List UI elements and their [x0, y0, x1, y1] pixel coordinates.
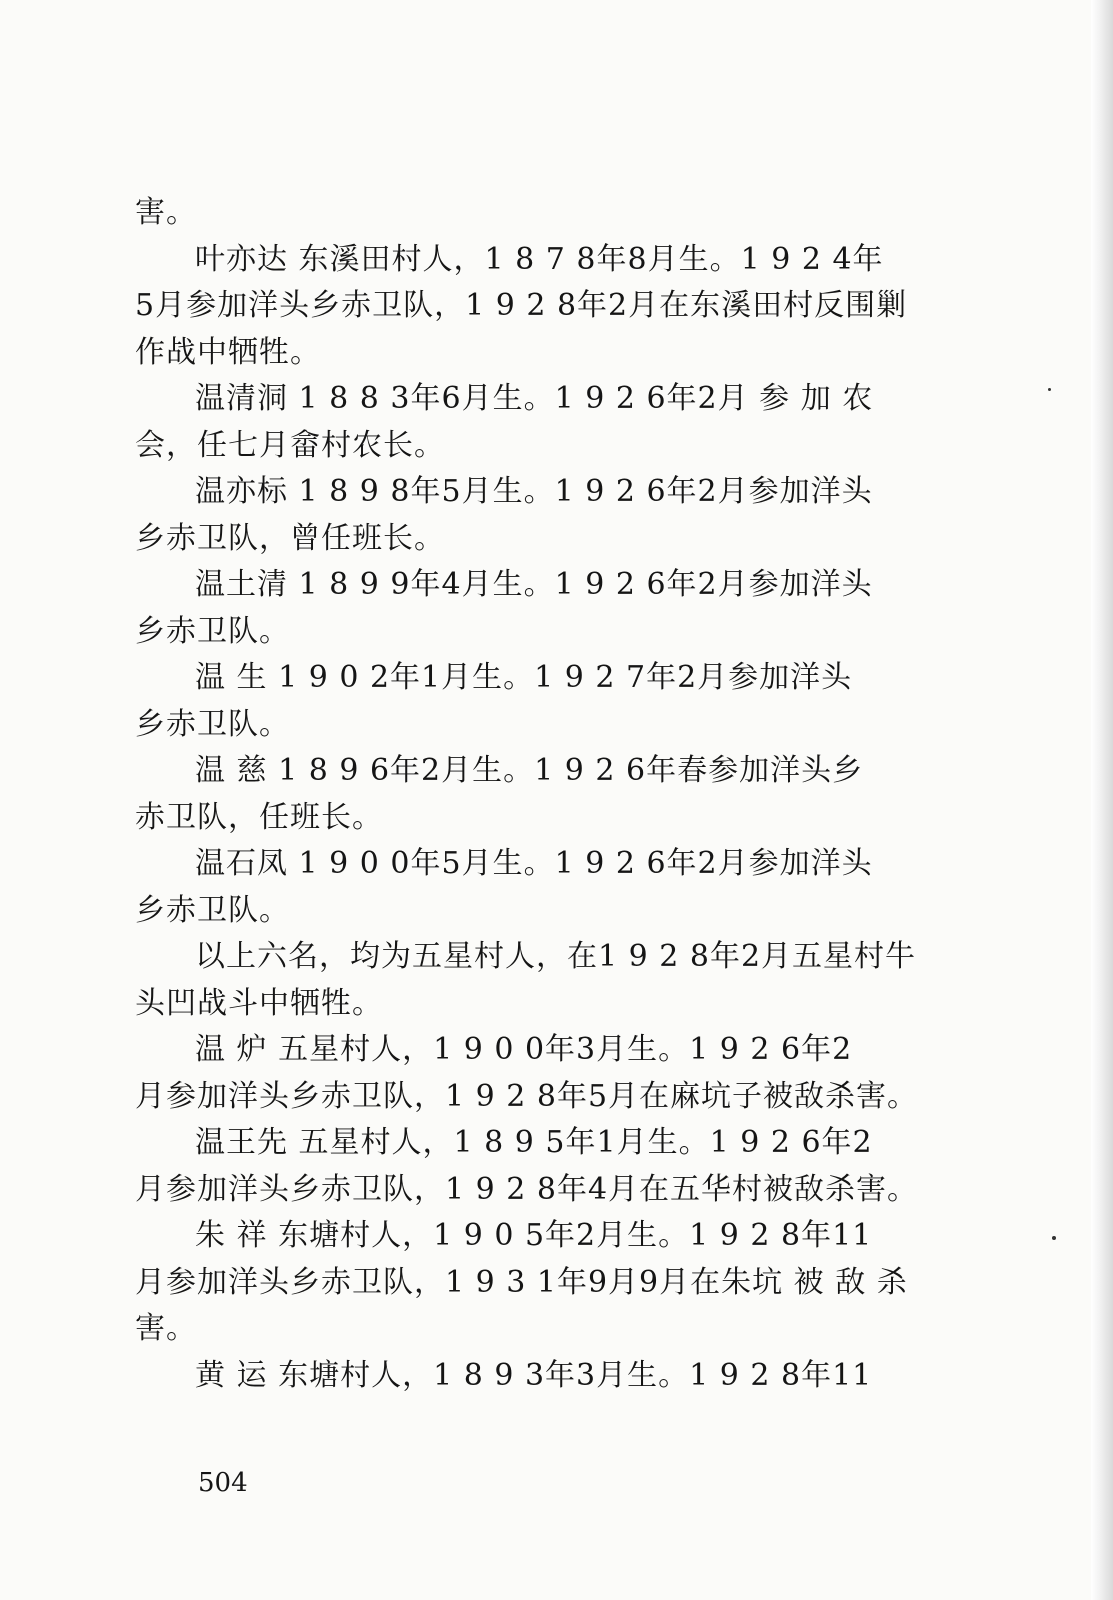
text-line: 乡赤卫队。	[135, 706, 290, 742]
text-line: 作战中牺牲。	[135, 334, 321, 370]
text-line: 温亦标 1 8 9 8年5月生。1 9 2 6年2月参加洋头	[195, 474, 873, 509]
text-line: 温清洞 1 8 8 3年6月生。1 9 2 6年2月 参 加 农	[195, 381, 874, 416]
text-line: 叶亦达 东溪田村人，1 8 7 8年8月生。1 9 2 4年	[195, 241, 884, 277]
text-line: 月参加洋头乡赤卫队，1 9 2 8年5月在麻坑子被敌杀害。	[135, 1078, 919, 1114]
body-text	[135, 190, 975, 1399]
text-line: 会，任七月畲村农长。	[135, 427, 445, 463]
text-line: 温 炉 五星村人，1 9 0 0年3月生。1 9 2 6年2	[195, 1032, 853, 1067]
text-line: 害。	[135, 1311, 197, 1346]
text-line: 朱 祥 东塘村人，1 9 0 5年2月生。1 9 2 8年11	[195, 1218, 873, 1253]
text-line: 乡赤卫队，曾任班长。	[135, 520, 445, 556]
text-line: 温石凤 1 9 0 0年5月生。1 9 2 6年2月参加洋头	[195, 846, 873, 881]
text-line: 温 慈 1 8 9 6年2月生。1 9 2 6年春参加洋头乡	[195, 753, 864, 788]
text-line: 温 生 1 9 0 2年1月生。1 9 2 7年2月参加洋头	[195, 660, 853, 695]
text-line: 乡赤卫队。	[135, 613, 290, 649]
text-line: 月参加洋头乡赤卫队，1 9 3 1年9月9月在朱坑 被 敌 杀	[135, 1264, 908, 1300]
text-line: 黄 运 东塘村人，1 8 9 3年3月生。1 9 2 8年11	[195, 1357, 873, 1393]
text-line: 月参加洋头乡赤卫队，1 9 2 8年4月在五华村被敌杀害。	[135, 1171, 919, 1207]
text-line: 乡赤卫队。	[135, 892, 290, 928]
scan-speck	[1048, 388, 1051, 391]
text-line: 头凹战斗中牺牲。	[135, 985, 383, 1021]
text-line: 害。	[135, 195, 197, 230]
text-line: 5月参加洋头乡赤卫队，1 9 2 8年2月在东溪田村反围剿	[135, 288, 908, 323]
text-line: 赤卫队，任班长。	[135, 799, 383, 835]
page-edge-shadow	[1091, 0, 1113, 1600]
page-number: 504	[198, 1468, 248, 1498]
text-line: 温王先 五星村人，1 8 9 5年1月生。1 9 2 6年2	[195, 1125, 873, 1160]
text-line: 温土清 1 8 9 9年4月生。1 9 2 6年2月参加洋头	[195, 567, 873, 602]
text-line: 以上六名，均为五星村人，在1 9 2 8年2月五星村牛	[195, 939, 917, 974]
scan-speck	[1052, 1236, 1056, 1240]
